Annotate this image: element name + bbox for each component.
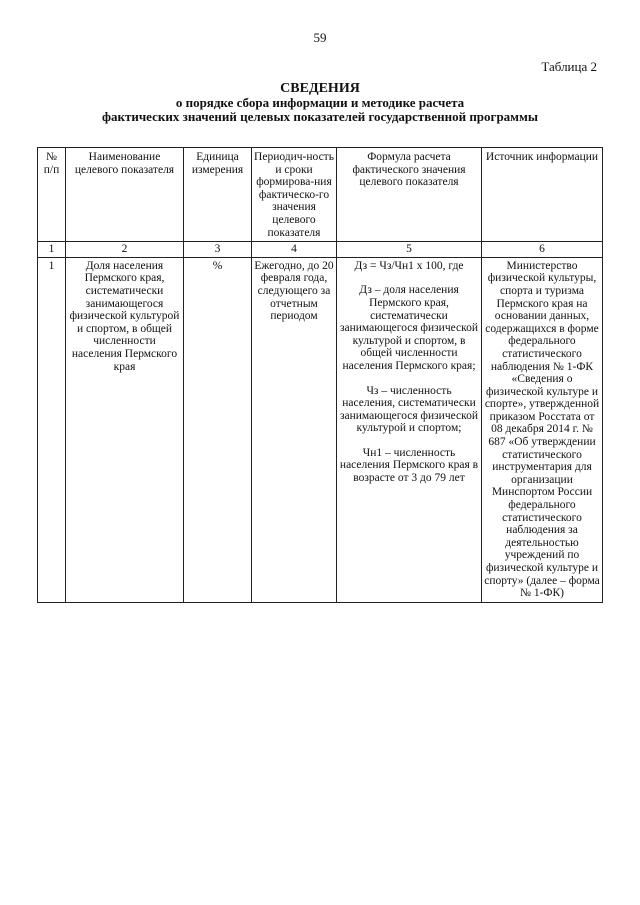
formula-expression: Дз = Чз/Чн1 х 100, где [354, 259, 464, 272]
header-formula: Формула расчета фактического значения целевого показателя [337, 148, 482, 242]
header-source: Источник информации [482, 148, 603, 242]
header-num: № п/п [38, 148, 66, 242]
indicator-table [37, 147, 603, 603]
document-title [0, 81, 640, 124]
table-header-row [38, 148, 603, 242]
column-number-row [38, 242, 603, 258]
indicator-period: Ежегодно, до 20 февраля года, следующего за отчетным периодом [252, 257, 337, 602]
header-unit: Единица измерения [184, 148, 252, 242]
title-main: СВЕДЕНИЯ [280, 81, 360, 96]
header-period: Периодич-ность и сроки формирова-ния фактическо-го значения целевого показателя [252, 148, 337, 242]
column-number: 4 [252, 242, 337, 258]
column-number: 2 [66, 242, 184, 258]
column-number: 1 [38, 242, 66, 258]
table-label: Таблица 2 [541, 59, 597, 74]
row-num: 1 [38, 257, 66, 602]
formula-definition-chn1: Чн1 – численность населения Пермского края в возрасте от 3 до 79 лет [339, 446, 479, 485]
column-number: 6 [482, 242, 603, 258]
formula-definition-chz: Чз – численность населения, систематически занимающегося физической культурой и спортом; [339, 384, 479, 435]
indicator-source: Министерство физической культуры, спорта и туризма Пермского края на основании данных, содержащихся в форме федерального статистического наблюдения № 1-ФК «Сведения о физической культуре и спорте», утвержденной приказом Росстата от 08 декабря 2014 г. № 687 «Об утверждении статистического инструментария для организации Минспортом России федерального статистического наблюдения за деятельностью учреждений по физической культуре и спорту» (далее – форма № 1-ФК) [482, 257, 603, 602]
formula-definition-dz: Дз – доля населения Пермского края, систематически занимающегося физической культурой и спортом, в общей численности населения Пермского края; [339, 284, 479, 372]
page-number: 59 [313, 30, 327, 45]
indicator-name: Доля населения Пермского края, систематически занимающегося физической культурой и спортом, в общей численности населения Пермского края [66, 257, 184, 602]
column-number: 3 [184, 242, 252, 258]
table-row [38, 257, 603, 602]
title-line-2: о порядке сбора информации и методике расчета [175, 95, 465, 110]
column-number: 5 [337, 242, 482, 258]
indicator-unit: % [184, 257, 252, 602]
header-name: Наименование целевого показателя [66, 148, 184, 242]
indicator-formula [337, 257, 482, 602]
title-line-3: фактических значений целевых показателей государственной программы [101, 109, 539, 124]
